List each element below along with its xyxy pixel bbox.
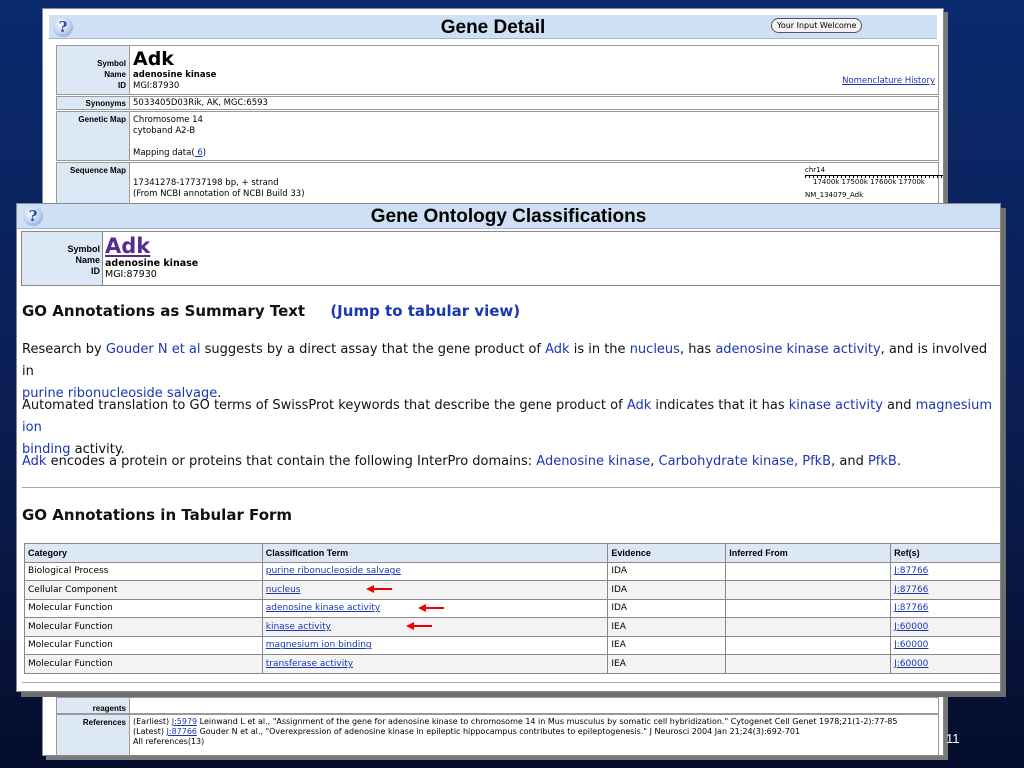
term-link[interactable]: transferase activity: [265, 658, 354, 669]
purine-ribonucleoside-salvage-link[interactable]: purine ribonucleoside salvage: [22, 386, 218, 401]
cell-ref: [891, 562, 1001, 581]
slide-page-number: 11: [946, 731, 960, 746]
cell-ref: [891, 655, 1001, 674]
magnesium-ion-binding-link[interactable]: magnesium ion: [22, 398, 993, 435]
gd-name: adenosine kinase: [133, 70, 217, 80]
gd-symbol-row: [56, 45, 939, 95]
term-link[interactable]: purine ribonucleoside salvage: [265, 566, 401, 577]
cell-inferred: [726, 562, 891, 581]
gouder-link[interactable]: Gouder N et al: [105, 342, 201, 357]
gene-detail-title: Gene Detail: [440, 17, 546, 38]
go-symbol-label: Symbol: [67, 244, 100, 254]
summary-paragraph-2: Automated translation to GO terms of SwissProt keywords that describe the gene product of Adk indicates that it has kinase activity and magnesium ion binding activity.: [22, 398, 993, 457]
mapping-data-link[interactable]: 6: [194, 148, 203, 158]
cell-term: [262, 581, 608, 600]
go-name: adenosine kinase: [105, 258, 199, 269]
adk-link-3[interactable]: Adk: [22, 454, 47, 469]
cell-inferred: [726, 655, 891, 674]
help-icon[interactable]: ?: [23, 206, 43, 226]
ref-earliest: (Earliest) J:5979 Leinwand L et al., "Assignment of the gene for adenosine kinase to chromosome 14 in Mus musculus by somatic cell hybridization." Cytogenet Cell Genet 1978;21(1-2):77-85: [133, 717, 898, 726]
tabular-heading: GO Annotations in Tabular Form: [22, 506, 293, 524]
help-icon[interactable]: ?: [53, 17, 73, 37]
ref-link[interactable]: J:60000: [894, 640, 929, 651]
cell-evidence: IDA: [608, 581, 726, 600]
cell-inferred: [726, 581, 891, 600]
gd-id: MGI:87930: [133, 81, 180, 91]
ref-link[interactable]: J:87766: [894, 566, 929, 577]
gd-synonyms-label: Synonyms: [57, 97, 130, 109]
go-classifications-window: [16, 203, 1001, 692]
table-row: [25, 562, 1002, 581]
header-refs[interactable]: Ref(s): [891, 544, 1001, 563]
gd-synonyms-row: [56, 96, 939, 110]
adenosine-kinase-activity-link[interactable]: adenosine kinase activity: [715, 342, 881, 357]
ref-all[interactable]: All references(13): [133, 737, 205, 746]
term-link[interactable]: kinase activity: [265, 621, 331, 632]
cell-inferred: [726, 599, 891, 618]
go-titlebar: [17, 204, 1000, 229]
adk-link-2[interactable]: Adk: [626, 398, 652, 413]
table-header-row: [25, 544, 1002, 563]
gd-synonyms: 5033405D03Rik, AK, MGC:6593: [133, 98, 268, 108]
cell-category: Cellular Component: [25, 581, 263, 600]
cell-term: [262, 599, 608, 618]
cell-inferred: [726, 618, 891, 637]
mini-map-chr: chr14: [805, 166, 826, 174]
mini-map-transcript: NM_134079_Adk: [805, 191, 864, 199]
gd-mapping-data: Mapping data( 6): [133, 148, 207, 158]
cell-category: Biological Process: [25, 562, 263, 581]
term-link[interactable]: adenosine kinase activity: [265, 603, 381, 614]
summary-paragraph-3: Adk encodes a protein or proteins that contain the following InterPro domains: Adenosine kinase, Carbohydrate kinase, PfkB, and PfkB.: [22, 454, 901, 469]
cell-ref: [891, 581, 1001, 600]
gd-cytoband: cytoband A2-B: [133, 126, 196, 136]
ref-link[interactable]: J:87766: [894, 603, 929, 614]
header-classification-term[interactable]: Classification Term: [262, 544, 608, 563]
table-row: [25, 636, 1002, 655]
ref-link[interactable]: J:60000: [894, 658, 929, 669]
cell-evidence: IEA: [608, 655, 726, 674]
red-arrow-icon: [366, 585, 392, 593]
mini-sequence-map[interactable]: [805, 166, 944, 200]
term-link[interactable]: magnesium ion binding: [265, 640, 372, 651]
ref-latest: (Latest) J:87766 Gouder N et al., "Overexpression of adenosine kinase in epileptic hippocampus contributes to epileptogenesis." J Neurosci 2004 Jan 21;24(3):692-701: [133, 727, 801, 736]
cell-category: Molecular Function: [25, 599, 263, 618]
gd-id-label: ID: [118, 81, 126, 90]
gd-symbol: Adk: [133, 48, 174, 70]
go-annotations-table: [24, 543, 1001, 674]
feedback-button[interactable]: Your Input Welcome: [771, 18, 862, 33]
adk-link[interactable]: Adk: [545, 342, 570, 357]
table-row: [25, 599, 1002, 618]
gd-references-row: [56, 714, 939, 756]
cell-evidence: IDA: [608, 562, 726, 581]
summary-heading: GO Annotations as Summary Text (Jump to tabular view): [22, 302, 521, 320]
gd-genetic-map-row: [56, 111, 939, 161]
ref-link[interactable]: J:87766: [894, 584, 929, 595]
summary-paragraph-1: Research by Gouder N et al suggests by a direct assay that the gene product of Adk is in the nucleus, has adenosine kinase activity, and is involved in purine ribonucleoside salvage.: [22, 342, 988, 401]
nomenclature-history-link[interactable]: Nomenclature History: [842, 76, 935, 86]
go-symbol-link[interactable]: Adk: [105, 234, 151, 258]
jump-to-tabular-link[interactable]: (Jump to tabular view): [330, 302, 521, 320]
cell-inferred: [726, 636, 891, 655]
cell-category: Molecular Function: [25, 618, 263, 637]
term-link[interactable]: nucleus: [265, 584, 301, 595]
cell-category: Molecular Function: [25, 655, 263, 674]
gd-sequence-map-label: Sequence Map: [57, 163, 130, 211]
gd-reagents-label: reagents: [57, 698, 130, 713]
go-title: Gene Ontology Classifications: [370, 206, 647, 227]
gd-references-label: References: [57, 715, 130, 756]
cell-ref: [891, 599, 1001, 618]
red-arrow-icon: [406, 622, 432, 630]
cell-ref: [891, 636, 1001, 655]
nucleus-link[interactable]: nucleus: [629, 342, 680, 357]
table-row: [25, 655, 1002, 674]
gd-symbol-labels: [57, 46, 130, 94]
kinase-activity-link[interactable]: kinase activity: [788, 398, 883, 413]
go-id: MGI:87930: [105, 269, 157, 280]
cell-evidence: IEA: [608, 618, 726, 637]
header-evidence[interactable]: Evidence: [608, 544, 726, 563]
gd-name-label: Name: [104, 70, 126, 79]
cell-term: [262, 655, 608, 674]
cell-term: [262, 636, 608, 655]
gd-chromosome: Chromosome 14: [133, 115, 203, 125]
carbohydrate-kinase-link[interactable]: Carbohydrate kinase, PfkB: [658, 454, 832, 469]
cell-term: [262, 562, 608, 581]
red-arrow-icon: [418, 604, 444, 612]
header-inferred-from[interactable]: Inferred From: [726, 544, 891, 563]
gd-symbol-label: Symbol: [97, 59, 126, 68]
go-id-label: ID: [91, 266, 100, 276]
gd-coordinates: 17341278-17737198 bp, + strand: [133, 178, 279, 188]
gd-genetic-map-label: Genetic Map: [57, 112, 130, 160]
gd-reagents-row: [56, 697, 939, 714]
ref-latest-link[interactable]: J:87766: [166, 727, 198, 736]
go-name-label: Name: [75, 255, 100, 265]
bottom-divider: [22, 682, 1001, 683]
cell-evidence: IDA: [608, 599, 726, 618]
mini-map-ticks: 17400k 17500k 17600k 17700k: [813, 178, 925, 186]
cell-ref: [891, 618, 1001, 637]
cell-term: [262, 618, 608, 637]
gene-detail-titlebar: [49, 15, 937, 39]
go-symbol-labels: [22, 232, 103, 285]
gd-coordinates-source: (From NCBI annotation of NCBI Build 33): [133, 189, 305, 199]
adenosine-kinase-domain-link[interactable]: Adenosine kinase: [536, 454, 651, 469]
table-row: [25, 581, 1002, 600]
header-category[interactable]: Category: [25, 544, 263, 563]
ref-link[interactable]: J:60000: [894, 621, 929, 632]
pfkb-link[interactable]: PfkB: [867, 454, 897, 469]
cell-evidence: IEA: [608, 636, 726, 655]
cell-category: Molecular Function: [25, 636, 263, 655]
go-symbol-table: [21, 231, 1001, 286]
table-row: [25, 618, 1002, 637]
ref-earliest-link[interactable]: J:5979: [171, 717, 198, 726]
magnesium-ion-binding-link-cont[interactable]: binding: [22, 442, 71, 457]
divider: [22, 487, 1001, 488]
